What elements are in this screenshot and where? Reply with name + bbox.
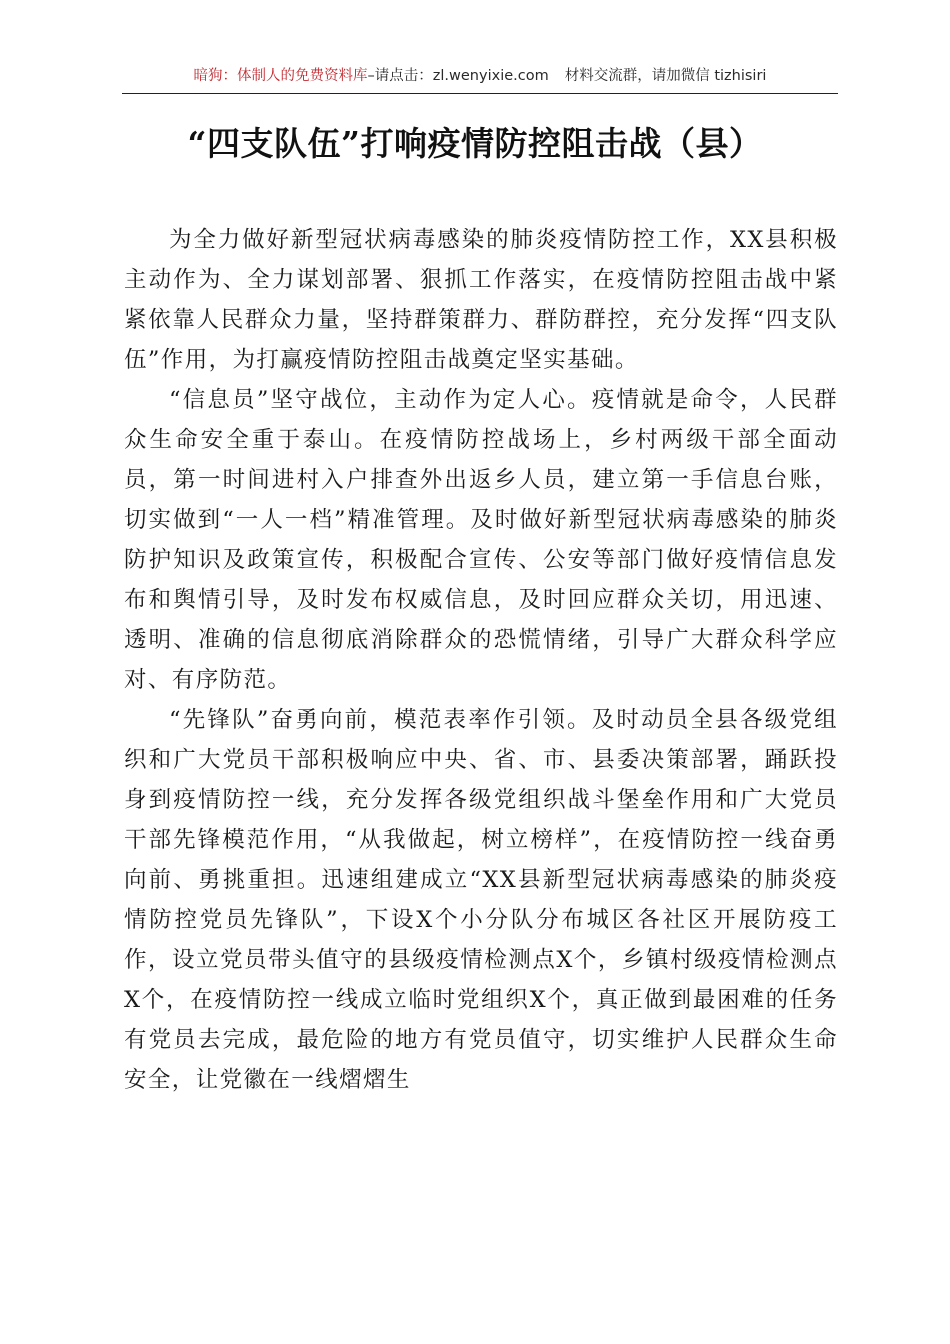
header-link-prefix: –请点击： (367, 68, 433, 84)
header-contact: 材料交流群，请加微信 tizhisiri (564, 68, 767, 84)
document-title: “四支队伍”打响疫情防控阻击战（县） (187, 124, 763, 163)
paragraph-intro: 为全力做好新型冠状病毒感染的肺炎疫情防控工作，XX县积极主动作为、全力谋划部署、狠抓工作落实，在疫情防控阻击战中紧紧依靠人民群众力量，坚持群策群力、群防群控，充分发挥“四支队伍”作用，为打赢疫情防控阻击战奠定坚实基础。 (124, 227, 838, 373)
paragraph-informants: “信息员”坚守战位，主动作为定人心。疫情就是命令，人民群众生命安全重于泰山。在疫情防控战场上，乡村两级干部全面动员，第一时间进村入户排查外出返乡人员，建立第一手信息台账，切实做到“一人一档”精准管理。及时做好新型冠状病毒感染的肺炎防护知识及政策宣传，积极配合宣传、公安等部门做好疫情信息发布和舆情引导，及时发布权威信息，及时回应群众关切，用迅速、透明、准确的信息彻底消除群众的恐慌情绪，引导广大群众科学应对、有序防范。 (124, 387, 838, 693)
paragraph-vanguard: “先锋队”奋勇向前，模范表率作引领。及时动员全县各级党组织和广大党员干部积极响应中央、省、市、县委决策部署，踊跃投身到疫情防控一线，充分发挥各级党组织战斗堡垒作用和广大党员干部先锋模范作用，“从我做起，树立榜样”，在疫情防控一线奋勇向前、勇挑重担。迅速组建成立“XX县新型冠状病毒感染的肺炎疫情防控党员先锋队”，下设X个小分队分布城区各社区开展防疫工作，设立党员带头值守的县级疫情检测点X个，乡镇村级疫情检测点X个，在疫情防控一线成立临时党组织X个，真正做到最困难的任务有党员去完成，最危险的地方有党员值守，切实维护人民群众生命安全，让党徽在一线熠熠生 (124, 707, 838, 1093)
header-promo: 暗狗：体制人的免费资料库 (193, 68, 368, 84)
page-header (122, 62, 838, 94)
header-url-link[interactable]: zl.wenyixie.com (432, 68, 549, 84)
document-body (124, 220, 838, 1100)
